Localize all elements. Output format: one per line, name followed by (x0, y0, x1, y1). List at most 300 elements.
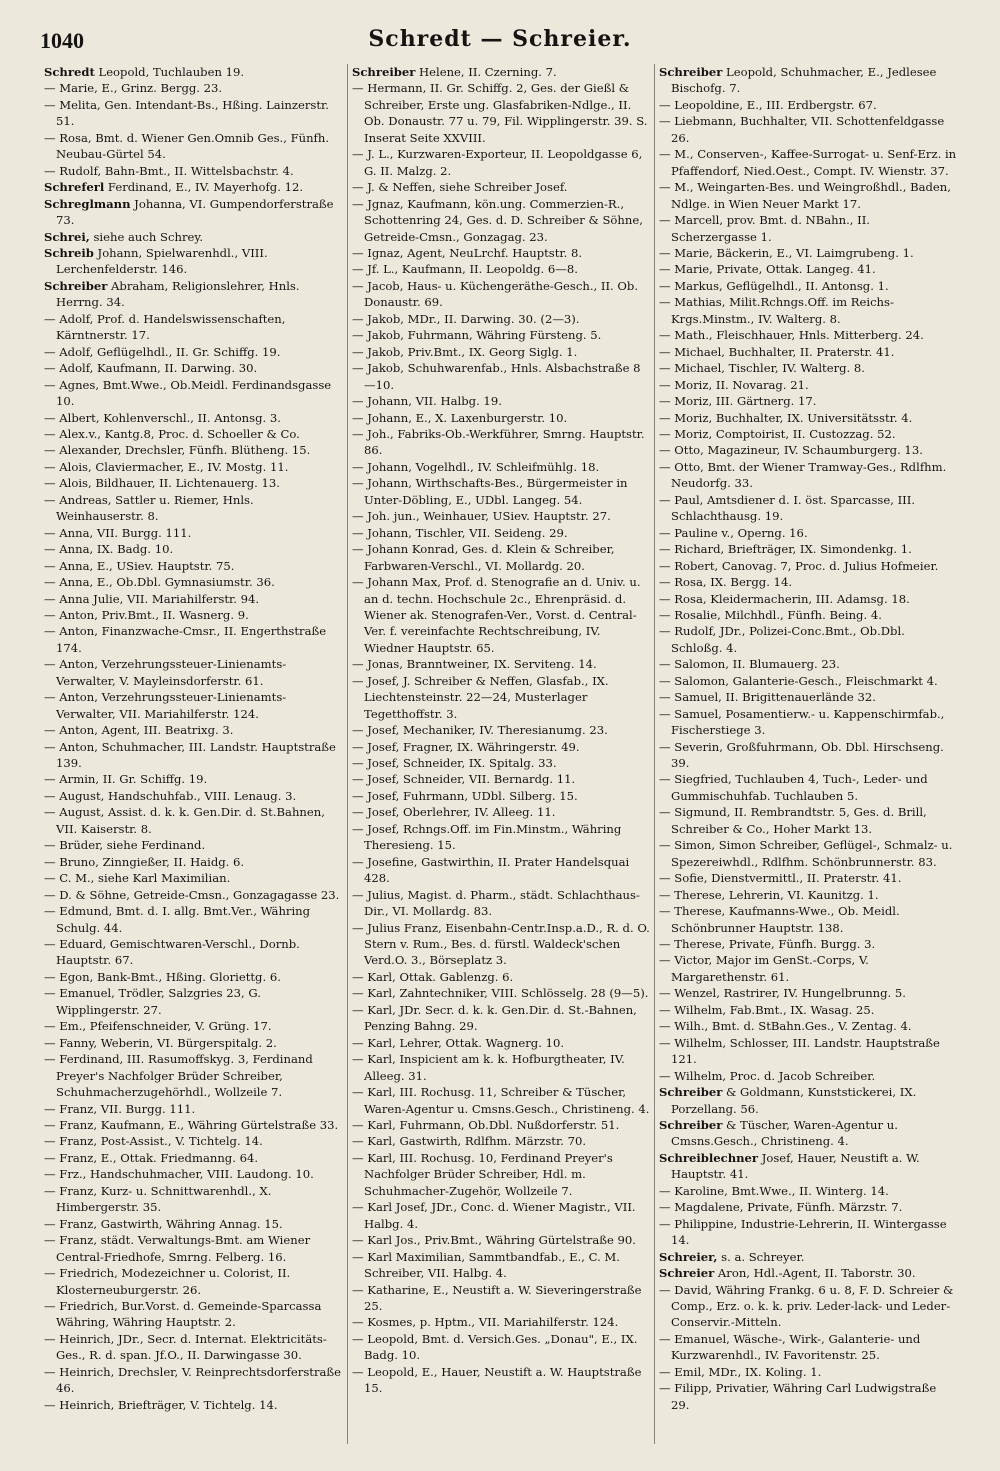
entry-surname: Schreier, (659, 1249, 718, 1264)
entry-text: — Adolf, Kaufmann, II. Darwing. 30. (44, 361, 258, 376)
entry-text: — Josefine, Gastwirthin, II. Prater Handelsquai 428. (352, 854, 630, 886)
directory-entry (352, 821, 650, 854)
entry-text: — Ignaz, Agent, NeuLrchf. Hauptstr. 8. (352, 245, 583, 260)
directory-entry (44, 656, 343, 689)
entry-text: & Goldmann, Kunststickerei, IX. Porzellang. 56. (671, 1085, 917, 1116)
entry-text: — Jonas, Branntweiner, IX. Serviteng. 14. (352, 657, 597, 672)
directory-entry (352, 311, 650, 327)
directory-entry (44, 64, 343, 80)
entry-text: — Marie, Private, Ottak. Langeg. 41. (659, 262, 876, 277)
entry-text: — Rosa, Bmt. d. Wiener Gen.Omnib Ges., Fünfh. Neubau-Gürtel 54. (44, 130, 329, 162)
entry-surname: Schreiber (44, 278, 108, 293)
entry-surname: Schreiber (659, 1118, 723, 1132)
directory-entry (659, 1265, 957, 1281)
entry-text: — Josef, Schneider, VII. Bernardg. 11. (352, 772, 576, 787)
entry-text: — Egon, Bank-Bmt., Hßing. Gloriettg. 6. (44, 969, 281, 984)
entry-text: — Marcell, prov. Bmt. d. NBahn., II. Scherzergasse 1. (659, 213, 870, 244)
column-3 (654, 64, 961, 1444)
entry-text: — Anton, Priv.Bmt., II. Wasnerg. 9. (44, 607, 249, 622)
entry-text: — Karl, Ottak. Gablenzg. 6. (352, 969, 514, 984)
entry-text: — Wilhelm, Fab.Bmt., IX. Wasag. 25. (659, 1002, 875, 1017)
entry-text: — Karl, III. Rochusg. 11, Schreiber & Tüscher, Waren-Agentur u. Cmsns.Gesch., Christineng. 4. (352, 1085, 650, 1116)
directory-entry (44, 854, 343, 870)
directory-entry (44, 623, 343, 656)
entry-text: — Severin, Großfuhrmann, Ob. Dbl. Hirschseng. 39. (659, 739, 944, 771)
entry-text: — Otto, Bmt. der Wiener Tramway-Ges., Rdlfhm. Neudorfg. 33. (659, 459, 947, 491)
directory-entry (44, 360, 343, 376)
directory-entry (44, 1150, 343, 1166)
entry-text: — Em., Pfeifenschneider, V. Grüng. 17. (44, 1019, 272, 1034)
directory-entry (352, 1282, 650, 1315)
entry-text: — Anna, E., Ob.Dbl. Gymnasiumstr. 36. (44, 575, 275, 590)
entry-text: — Franz, Gastwirth, Währing Annag. 15. (44, 1216, 283, 1231)
directory-entry (44, 492, 343, 525)
directory-entry (659, 706, 957, 739)
directory-entry (659, 64, 957, 97)
entry-text: — Adolf, Geflügelhdl., II. Gr. Schiffg. 19. (44, 344, 281, 359)
entry-text: — Karoline, Bmt.Wwe., II. Winterg. 14. (659, 1183, 889, 1198)
directory-entry (44, 837, 343, 853)
directory-entry (352, 1117, 650, 1133)
entry-text: — Therese, Kaufmanns-Wwe., Ob. Meidl. Schönbrunner Hauptstr. 138. (659, 904, 900, 935)
entry-text: — Karl, Fuhrmann, Ob.Dbl. Nußdorferstr. 51. (352, 1118, 620, 1132)
entry-text: — Friedrich, Bur.Vorst. d. Gemeinde-Sparcassa Währing, Währing Hauptstr. 2. (44, 1298, 322, 1330)
directory-entry (44, 574, 343, 590)
entry-text: — Rudolf, JDr., Polizei-Conc.Bmt., Ob.Dbl. Schloßg. 4. (659, 624, 905, 655)
directory-entry (352, 887, 650, 920)
entry-text: — Jgnaz, Kaufmann, kön.ung. Commerzien-R., Schottenring 24, Ges. d. D. Schreiber & Söhne, Getreide-Cmsn., Gonzagag. 23. (352, 196, 643, 244)
directory-entry (44, 1364, 343, 1397)
directory-entry (44, 1018, 343, 1034)
entry-text: — Ferdinand, III. Rasumoffskyg. 3, Ferdinand Preyer's Nachfolger Brüder Schreiber, Schuhmacherzugehörhdl., Wollzeile 7. (44, 1052, 313, 1100)
directory-entry (659, 1018, 957, 1034)
entry-text: — Karl, Gastwirth, Rdlfhm. Märzstr. 70. (352, 1134, 587, 1149)
directory-entry (659, 887, 957, 903)
directory-entry (44, 278, 343, 311)
entry-text: — Emanuel, Wäsche-, Wirk-, Galanterie- und Kurzwarenhdl., IV. Favoritenstr. 25. (659, 1331, 921, 1363)
directory-entry (352, 656, 650, 672)
entry-text: — Jf. L., Kaufmann, II. Leopoldg. 6—8. (352, 262, 578, 277)
column-1 (40, 64, 347, 1444)
directory-entry (659, 673, 957, 689)
entry-text: — D. & Söhne, Getreide-Cmsn., Gonzagagasse 23. (44, 887, 340, 902)
entry-text: — Robert, Canovag. 7, Proc. d. Julius Hofmeier. (659, 558, 939, 573)
directory-entry (352, 673, 650, 722)
entry-text: — Rudolf, Bahn-Bmt., II. Wittelsbachstr. 4. (44, 163, 294, 178)
page-number: 1040 (40, 28, 84, 53)
directory-entry (659, 591, 957, 607)
directory-entry (659, 113, 957, 146)
entry-text: — Math., Fleischhauer, Hnls. Mitterberg. 24. (659, 328, 924, 343)
directory-entry (659, 1002, 957, 1018)
directory-entry (659, 1216, 957, 1249)
entry-text: Abraham, Religionslehrer, Hnls. Herrng. 34. (56, 278, 300, 310)
directory-entry (659, 377, 957, 393)
directory-entry (44, 196, 343, 229)
entry-text: — Marie, E., Grinz. Bergg. 23. (44, 81, 223, 96)
entry-text: — Josef, Schneider, IX. Spitalg. 33. (352, 756, 557, 771)
entry-surname: Schreib (44, 245, 94, 260)
entry-text: — Josef, Fuhrmann, UDbl. Silberg. 15. (352, 788, 578, 803)
directory-entry (352, 196, 650, 245)
directory-entry (352, 541, 650, 574)
directory-entry (659, 1150, 957, 1183)
directory-entry (659, 541, 957, 557)
entry-text: — Albert, Kohlenverschl., II. Antonsg. 3. (44, 410, 281, 425)
directory-entry (44, 1265, 343, 1298)
entry-text: — M., Weingarten-Bes. und Weingroßhdl., Baden, Ndlge. in Wien Neuer Markt 17. (659, 180, 951, 211)
entry-text: — Jacob, Haus- u. Küchengeräthe-Gesch., II. Ob. Donaustr. 69. (352, 278, 639, 310)
directory-entry (44, 969, 343, 985)
directory-entry (352, 985, 650, 1001)
directory-entry (44, 130, 343, 163)
entry-text: — Wenzel, Rastrirer, IV. Hungelbrunng. 5. (659, 986, 906, 1001)
directory-entry (659, 656, 957, 672)
directory-entry (352, 755, 650, 771)
directory-entry (659, 574, 957, 590)
entry-text: — Josef, Oberlehrer, IV. Alleeg. 11. (352, 805, 556, 820)
directory-entry (659, 294, 957, 327)
directory-entry (352, 1314, 650, 1330)
directory-entry (659, 393, 957, 409)
directory-entry (659, 261, 957, 277)
entry-text: Leopold, Schuhmacher, E., Jedlesee Bischofg. 7. (671, 65, 937, 96)
entry-text: Aron, Hdl.-Agent, II. Taborstr. 30. (714, 1266, 916, 1281)
entry-text: — Jakob, MDr., II. Darwing. 30. (2—3). (352, 311, 580, 326)
directory-entry (352, 146, 650, 179)
directory-entry (44, 887, 343, 903)
entry-text: — Samuel, II. Brigittenauerlände 32. (659, 690, 876, 705)
directory-entry (44, 377, 343, 410)
entry-text: — Franz, Post-Assist., V. Tichtelg. 14. (44, 1134, 263, 1149)
directory-entry (44, 344, 343, 360)
entry-text: — Jakob, Schuhwarenfab., Hnls. Alsbachstraße 8—10. (352, 361, 641, 392)
entry-text: — Friedrich, Modezeichner u. Colorist, II. Klosterneuburgerstr. 26. (44, 1266, 291, 1297)
entry-text: — David, Währing Frankg. 6 u. 8, F. D. Schreier & Comp., Erz. o. k. k. priv. Leder-lack- und Leder-Conservir.-Mitteln. (659, 1282, 954, 1330)
directory-entry (659, 936, 957, 952)
entry-text: — Agnes, Bmt.Wwe., Ob.Meidl. Ferdinandsgasse 10. (44, 377, 332, 409)
entry-text: — Anton, Schuhmacher, III. Landstr. Hauptstraße 139. (44, 739, 336, 771)
entry-text: — Leopoldine, E., III. Erdbergstr. 67. (659, 97, 877, 112)
directory-entry (44, 163, 343, 179)
entry-text: Johanna, VI. Gumpendorferstraße 73. (56, 196, 334, 228)
directory-entry (352, 920, 650, 969)
entry-text: — Franz, VII. Burgg. 111. (44, 1101, 196, 1116)
entry-text: — Moriz, II. Novarag. 21. (659, 377, 809, 392)
directory-entry (659, 1117, 957, 1150)
entry-text: — Simon, Simon Schreiber, Geflügel-, Schmalz- u. Spezereiwhdl., Rdlfhm. Schönbrunnerstr. 83. (659, 838, 953, 869)
directory-entry (352, 426, 650, 459)
entry-text: — Wilhelm, Proc. d. Jacob Schreiber. (659, 1068, 876, 1083)
directory-entry (44, 245, 343, 278)
directory-entry (352, 722, 650, 738)
entry-text: — J. & Neffen, siehe Schreiber Josef. (352, 180, 568, 195)
entry-text: — Heinrich, Drechsler, V. Reinprechtsdorferstraße 46. (44, 1364, 342, 1396)
entry-text: — Samuel, Posamentierw.- u. Kappenschirmfab., Fischerstiege 3. (659, 706, 945, 738)
entry-text: — Melita, Gen. Intendant-Bs., Hßing. Lainzerstr. 51. (44, 97, 329, 129)
entry-text: — Karl, III. Rochusg. 10, Ferdinand Preyer's Nachfolger Brüder Schreiber, Hdl. m. Schuhmacher-Zugehör, Wollzeile 7. (352, 1150, 613, 1198)
entry-text: — Johann, Tischler, VII. Seideng. 29. (352, 525, 568, 540)
directory-entry (659, 1331, 957, 1364)
entry-text: — August, Assist. d. k. k. Gen.Dir. d. St.Bahnen, VII. Kaiserstr. 8. (44, 805, 325, 836)
directory-entry (352, 739, 650, 755)
directory-entry (352, 1084, 650, 1117)
entry-text: — Sigmund, II. Rembrandtstr. 5, Ges. d. Brill, Schreiber & Co., Hoher Markt 13. (659, 805, 927, 836)
entry-text: — Markus, Geflügelhdl., II. Antonsg. 1. (659, 278, 889, 293)
entry-text: — Moriz, Buchhalter, IX. Universitätsstr. 4. (659, 410, 913, 425)
directory-entry (44, 229, 343, 245)
entry-text: — Karl Josef, JDr., Conc. d. Wiener Magistr., VII. Halbg. 4. (352, 1200, 636, 1231)
entry-text: — Joh., Fabriks-Ob.-Werkführer, Smrng. Hauptstr. 86. (352, 426, 645, 458)
entry-text: — M., Conserven-, Kaffee-Surrogat- u. Senf-Erz. in Pfaffendorf, Nied.Oest., Compt. IV. Wienstr. 37. (659, 147, 957, 178)
entry-text: — Moriz, III. Gärtnerg. 17. (659, 394, 817, 409)
entry-text: — Otto, Magazineur, IV. Schaumburgerg. 13. (659, 443, 923, 458)
entry-text: Ferdinand, E., IV. Mayerhofg. 12. (104, 180, 304, 195)
entry-text: — Anton, Verzehrungssteuer-Linienamts-Verwalter, V. Mayleinsdorferstr. 61. (44, 657, 287, 688)
directory-entry (352, 475, 650, 508)
directory-entry (352, 508, 650, 524)
entry-text: — Siegfried, Tuchlauben 4, Tuch-, Leder- und Gummischuhfab. Tuchlauben 5. (659, 772, 928, 803)
entry-text: — Anna, VII. Burgg. 111. (44, 525, 192, 540)
directory-entry (659, 623, 957, 656)
directory-entry (44, 97, 343, 130)
entry-text: — Franz, Kurz- u. Schnittwarenhdl., X. Himbergerstr. 35. (44, 1183, 272, 1215)
directory-entry (659, 607, 957, 623)
directory-entry (44, 475, 343, 491)
directory-entry (44, 1035, 343, 1051)
directory-entry (44, 442, 343, 458)
entry-text: — Fanny, Weberin, VI. Bürgerspitalg. 2. (44, 1035, 277, 1050)
directory-entry (44, 1216, 343, 1232)
directory-entry (659, 459, 957, 492)
directory-entry (44, 1166, 343, 1182)
entry-text: Johann, Spielwarenhdl., VIII. Lerchenfelderstr. 146. (56, 245, 268, 277)
entry-text: — Kosmes, p. Hptm., VII. Mariahilferstr. 124. (352, 1315, 619, 1330)
entry-text: — Pauline v., Operng. 16. (659, 525, 808, 540)
entry-text: — Paul, Amtsdiener d. I. öst. Sparcasse, III. Schlachthausg. 19. (659, 492, 916, 524)
directory-entry (659, 360, 957, 376)
directory-entry (352, 64, 650, 80)
directory-entry (352, 969, 650, 985)
directory-entry (44, 788, 343, 804)
directory-entry (44, 1117, 343, 1133)
entry-text: — Alois, Claviermacher, E., IV. Mostg. 11. (44, 459, 289, 474)
directory-entry (352, 1150, 650, 1199)
directory-entry (659, 1380, 957, 1413)
entry-text: — Julius Franz, Eisenbahn-Centr.Insp.a.D., R. d. O. Stern v. Rum., Bes. d. fürstl. Waldeck'schen Verd.O. 3., Börseplatz 3. (352, 920, 650, 968)
directory-entry (44, 591, 343, 607)
entry-text: — Filipp, Privatier, Währing Carl Ludwigstraße 29. (659, 1381, 937, 1412)
directory-entry (659, 525, 957, 541)
directory-entry (659, 985, 957, 1001)
directory-entry (352, 1051, 650, 1084)
entry-text: — Anton, Verzehrungssteuer-Linienamts-Verwalter, VII. Mariahilferstr. 124. (44, 690, 287, 721)
entry-text: — Karl, Inspicient am k. k. Hofburgtheater, IV. Alleeg. 31. (352, 1052, 625, 1083)
directory-entry (659, 410, 957, 426)
directory-entry (44, 903, 343, 936)
entry-text: — Johann, Wirthschafts-Bes., Bürgermeister in Unter-Döbling, E., UDbl. Langeg. 54. (352, 476, 628, 507)
directory-entry (352, 854, 650, 887)
entry-text: — Michael, Tischler, IV. Walterg. 8. (659, 361, 865, 376)
entry-surname: Schreiber (659, 1085, 723, 1100)
entry-text: — Karl, Lehrer, Ottak. Wagnerg. 10. (352, 1035, 565, 1050)
directory-entry (352, 80, 650, 146)
directory-entry (659, 1249, 957, 1265)
directory-entry (44, 179, 343, 195)
directory-entry (44, 459, 343, 475)
directory-entry (352, 1249, 650, 1282)
directory-entry (659, 492, 957, 525)
directory-entry (659, 771, 957, 804)
entry-text: — Philippine, Industrie-Lehrerin, II. Wintergasse 14. (659, 1216, 947, 1248)
entry-text: — Joh. jun., Weinhauer, USiev. Hauptstr. 27. (352, 509, 611, 524)
entry-text: — Eduard, Gemischtwaren-Verschl., Dornb. Hauptstr. 67. (44, 937, 300, 968)
entry-text: — Liebmann, Buchhalter, VII. Schottenfeldgasse 26. (659, 114, 945, 145)
entry-text: — Johann Konrad, Ges. d. Klein & Schreiber, Farbwaren-Verschl., VI. Mollardg. 20. (352, 542, 615, 573)
entry-text: — Edmund, Bmt. d. I. allg. Bmt.Ver., Währing Schulg. 44. (44, 904, 311, 935)
directory-entry (44, 722, 343, 738)
entry-text: & Tüscher, Waren-Agentur u. Cmsns.Gesch., Christineng. 4. (671, 1118, 898, 1149)
entry-text: — Therese, Private, Fünfh. Burgg. 3. (659, 937, 876, 952)
directory-entry (659, 558, 957, 574)
directory-entry (659, 245, 957, 261)
entry-surname: Schreier (659, 1266, 715, 1281)
entry-text: — Johann, VII. Halbg. 19. (352, 394, 502, 409)
entry-text: — Sofie, Dienstvermittl., II. Praterstr. 41. (659, 871, 902, 886)
directory-entry (659, 426, 957, 442)
entry-text: — Victor, Major im GenSt.-Corps, V. Margarethenstr. 61. (659, 953, 869, 984)
entry-text: — Leopold, E., Hauer, Neustift a. W. Hauptstraße 15. (352, 1364, 642, 1396)
entry-surname: Schreiber (659, 65, 723, 79)
entry-text: — Johann Max, Prof. d. Stenografie an d. Univ. u. an d. techn. Hochschule 2c., Ehrenpräsid. d. Wiener ak. Stenografen-Ver., Vorst. d. Central-Ver. f. vereinfachte Rechtschreibung, IV. Wiedner Hauptstr. 65. (352, 575, 641, 655)
directory-entry (352, 1364, 650, 1397)
entry-text: — Anna, E., USiev. Hauptstr. 75. (44, 558, 235, 573)
entry-text: — C. M., siehe Karl Maximilian. (44, 871, 231, 886)
entry-surname: Schreiblechner (659, 1150, 759, 1165)
directory-entry (352, 1232, 650, 1248)
entry-surname: Schrei, (44, 229, 90, 244)
page-header (40, 26, 960, 60)
directory-entry (44, 1331, 343, 1364)
directory-entry (352, 1133, 650, 1149)
entry-text: — Josef, Mechaniker, IV. Theresianumg. 23. (352, 723, 608, 738)
directory-entry (352, 525, 650, 541)
directory-entry (659, 212, 957, 245)
directory-entry (44, 689, 343, 722)
entry-text: — Karl, Zahntechniker, VIII. Schlösselg. 28 (9—5). (352, 986, 649, 1001)
directory-entry (659, 146, 957, 179)
directory-entry (44, 739, 343, 772)
directory-entry (352, 278, 650, 311)
directory-entry (44, 1101, 343, 1117)
directory-entry (44, 870, 343, 886)
directory-entry (44, 541, 343, 557)
entry-surname: Schredt (44, 65, 95, 79)
directory-entry (352, 1331, 650, 1364)
entry-text: — Moriz, Comptoirist, II. Custozzag. 52. (659, 426, 896, 441)
entry-text: — Andreas, Sattler u. Riemer, Hnls. Weinhauserstr. 8. (44, 492, 254, 524)
directory-entry (352, 393, 650, 409)
directory-entry (44, 607, 343, 623)
entry-surname: Schreglmann (44, 196, 131, 211)
directory-entry (44, 1298, 343, 1331)
directory-entry (659, 97, 957, 113)
directory-entry (659, 689, 957, 705)
entry-text: — Salomon, II. Blumauerg. 23. (659, 657, 840, 672)
directory-entry (44, 1133, 343, 1149)
directory-entry (659, 344, 957, 360)
directory-entry (659, 837, 957, 870)
entry-text: — Rosa, IX. Bergg. 14. (659, 575, 792, 590)
directory-entry (352, 327, 650, 343)
entry-text: — Alexander, Drechsler, Fünfh. Blütheng. 15. (44, 443, 311, 458)
entry-text: — Mathias, Milit.Rchngs.Off. im Reichs-Krgs.Minstm., IV. Walterg. 8. (659, 295, 894, 326)
entry-text: — Adolf, Prof. d. Handelswissenschaften, Kärntnerstr. 17. (44, 311, 286, 343)
directory-entry (352, 788, 650, 804)
entry-text: — Anna Julie, VII. Mariahilferstr. 94. (44, 591, 260, 606)
entry-text: — Hermann, II. Gr. Schiffg. 2, Ges. der Gießl & Schreiber, Erste ung. Glasfabriken-Ndlge., II. Ob. Donaustr. 77 u. 79, Fil. Wipplingerstr. 39. S. Inserat Seite XXVIII. (352, 81, 648, 145)
directory-entry (44, 1232, 343, 1265)
directory-entry (659, 278, 957, 294)
entry-text: — Julius, Magist. d. Pharm., städt. Schlachthaus-Dir., VI. Mollardg. 83. (352, 887, 640, 919)
entry-text: — Alex.v., Kantg.8, Proc. d. Schoeller & Co. (44, 426, 300, 441)
entry-text: — Karl Jos., Priv.Bmt., Währing Gürtelstraße 90. (352, 1233, 636, 1248)
directory-entry (659, 739, 957, 772)
entry-text: — Brüder, siehe Ferdinand. (44, 838, 206, 853)
entry-text: — Katharine, E., Neustift a. W. Sieveringerstraße 25. (352, 1282, 642, 1313)
entry-text: — Franz, Kaufmann, E., Währing Gürtelstraße 33. (44, 1118, 339, 1132)
entry-text: — Emanuel, Trödler, Salzgries 23, G. Wipplingerstr. 27. (44, 986, 261, 1017)
directory-entry (44, 804, 343, 837)
directory-entry (44, 1051, 343, 1100)
directory-entry (44, 426, 343, 442)
directory-entry (352, 804, 650, 820)
directory-entry (659, 1282, 957, 1331)
directory-entry (352, 771, 650, 787)
entry-text: — Heinrich, Briefträger, V. Tichtelg. 14. (44, 1397, 278, 1412)
entry-text: siehe auch Schrey. (89, 229, 204, 244)
directory-entry (659, 442, 957, 458)
directory-entry (659, 952, 957, 985)
directory-entry (44, 771, 343, 787)
entry-text: — J. L., Kurzwaren-Exporteur, II. Leopoldgasse 6, G. II. Malzg. 2. (352, 147, 643, 178)
directory-entry (352, 1035, 650, 1051)
entry-text: — Anton, Agent, III. Beatrixg. 3. (44, 723, 234, 738)
entry-text: — Karl, JDr. Secr. d. k. k. Gen.Dir. d. St.-Bahnen, Penzing Bahng. 29. (352, 1002, 637, 1034)
directory-entry (659, 804, 957, 837)
entry-text: — Franz, städt. Verwaltungs-Bmt. am Wiener Central-Friedhofe, Smrng. Felberg. 16. (44, 1233, 311, 1264)
entry-text: — Leopold, Bmt. d. Versich.Ges. „Donau", E., IX. Badg. 10. (352, 1331, 638, 1363)
entry-surname: Schreiber (352, 65, 416, 79)
directory-entry (352, 360, 650, 393)
entry-text: — Josef, J. Schreiber & Neffen, Glasfab., IX. Liechtensteinstr. 22—24, Musterlager Tegetthoffstr. 3. (352, 673, 609, 721)
directory-entry (659, 327, 957, 343)
entry-text: — Bruno, Zinngießer, II. Haidg. 6. (44, 854, 245, 869)
column-2 (347, 64, 654, 1444)
entry-text: — Johann, Vogelhdl., IV. Schleifmühlg. 18. (352, 459, 600, 474)
directory-entry (352, 410, 650, 426)
entry-text: — Jakob, Fuhrmann, Währing Fürsteng. 5. (352, 328, 602, 343)
directory-entry (352, 261, 650, 277)
directory-entry (659, 1183, 957, 1199)
directory-entry (659, 1199, 957, 1215)
entry-text: — Wilhelm, Schlosser, III. Landstr. Hauptstraße 121. (659, 1035, 940, 1067)
entry-text: — Magdalene, Private, Fünfh. Märzstr. 7. (659, 1200, 903, 1215)
directory-entry (44, 558, 343, 574)
columns-container (40, 64, 968, 1444)
entry-text: Josef, Hauer, Neustift a. W. Hauptstr. 41. (671, 1150, 920, 1182)
entry-text: — Salomon, Galanterie-Gesch., Fleischmarkt 4. (659, 673, 938, 688)
